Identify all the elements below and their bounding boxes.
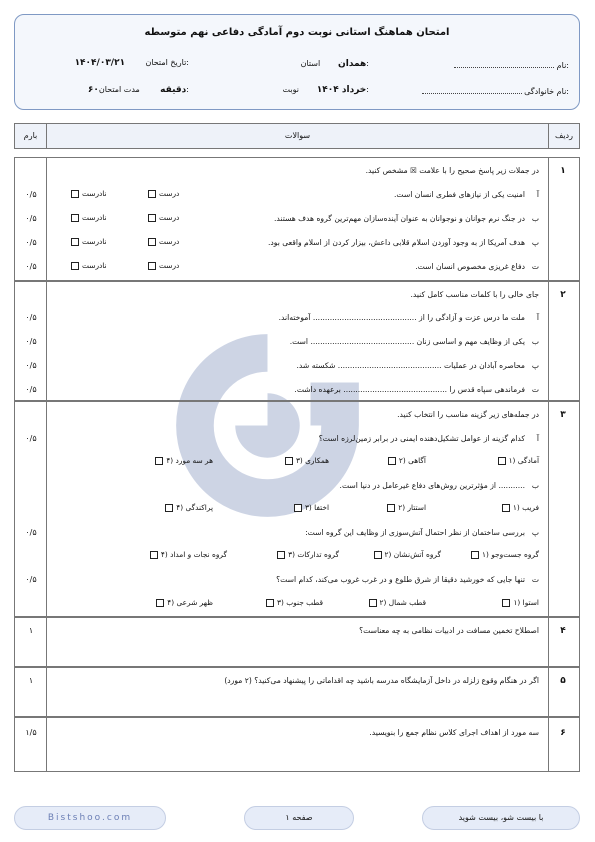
item-score: ۰/۵	[25, 385, 37, 394]
question-6	[14, 717, 580, 772]
question-prompt: در جمله‌های زیر گزینه مناسب را انتخاب کنید.	[397, 410, 539, 419]
item-score: ۰/۵	[25, 528, 37, 537]
checkbox[interactable]	[150, 551, 158, 559]
question-3	[14, 401, 580, 617]
false-option[interactable]	[71, 261, 107, 270]
true-option[interactable]	[148, 237, 179, 246]
fill-blank-item[interactable]: یکی از وظایف مهم و اساسی زنان ........................................... است.	[289, 337, 525, 346]
item-score: ۰/۵	[25, 361, 37, 370]
item-text: کدام گزینه از عوامل تشکیل‌دهنده ایمنی در برابر زمین‌لرزه است؟	[318, 434, 525, 443]
false-option[interactable]	[71, 213, 107, 222]
item-letter: آ	[536, 313, 539, 322]
name-label: نام:	[556, 61, 569, 70]
checkbox[interactable]	[277, 551, 285, 559]
question-2	[14, 281, 580, 401]
item-score: ۰/۵	[25, 214, 37, 223]
false-label: نادرست	[82, 261, 107, 270]
option-3[interactable]	[266, 598, 323, 607]
question-5	[14, 667, 580, 717]
item-text: ........... از مؤثرترین روش‌های دفاع غیرعامل در دنیا است.	[339, 481, 525, 490]
item-text-before: محاصره آبادان در عملیات	[444, 361, 525, 370]
item-letter: پ	[531, 361, 539, 370]
option-2[interactable]	[374, 550, 441, 559]
false-label: نادرست	[82, 237, 107, 246]
checkbox[interactable]	[148, 238, 156, 246]
fill-blank-item[interactable]: ملت ما درس عزت و آزادگی را از ........................................... آموخته‌اند.	[278, 313, 525, 322]
term-value: خرداد ۱۴۰۴	[316, 85, 367, 95]
checkbox[interactable]	[498, 457, 506, 465]
table-header	[14, 123, 580, 149]
true-label: درست	[159, 261, 180, 270]
option-2[interactable]	[387, 503, 426, 512]
question-number: ۶	[560, 728, 566, 738]
option-label: ۱) فریب	[512, 503, 539, 512]
option-4[interactable]	[155, 456, 213, 465]
item-score: ۰/۵	[25, 313, 37, 322]
item-letter: پ	[531, 528, 539, 537]
option-label: ۴) هر سه مورد	[166, 456, 213, 465]
item-score: ۰/۵	[25, 575, 37, 584]
exam-date-cell	[75, 58, 189, 68]
question-prompt: در جملات زیر پاسخ صحیح را با علامت ☒ مشخص کنید.	[365, 166, 539, 175]
checkbox[interactable]	[388, 457, 396, 465]
false-label: نادرست	[82, 189, 107, 198]
item-text: در جنگ نرم جوانان و نوجوانان به عنوان آینده‌سازان مهم‌ترین گروه هدف هستند.	[274, 214, 525, 223]
checkbox[interactable]	[502, 599, 510, 607]
item-letter: ب	[531, 481, 539, 490]
false-label: نادرست	[82, 213, 107, 222]
question-prompt: اگر در هنگام وقوع زلزله در داخل آزمایشگاه مدرسه باشید چه اقداماتی را پیشنهاد می‌کنید؟ (۲ مورد)	[224, 676, 539, 685]
question-prompt: اصطلاح تخمین مسافت در ادبیات نظامی به چه معناست؟	[359, 626, 539, 635]
true-label: درست	[159, 213, 180, 222]
option-label: ۲) قطب شمال	[379, 598, 426, 607]
option-label: ۳) همکاری	[295, 456, 329, 465]
province-value: همدان	[338, 59, 367, 69]
true-option[interactable]	[148, 189, 179, 198]
item-score: ۰/۵	[25, 262, 37, 271]
true-option[interactable]	[148, 261, 179, 270]
question-number: ۴	[560, 626, 566, 636]
checkbox[interactable]	[266, 599, 274, 607]
family-label: نام خانوادگی:	[524, 87, 569, 96]
item-text: تنها جایی که خورشید دقیقا از شرق طلوع و در غرب غروب می‌کند، کدام است؟	[276, 575, 525, 584]
option-1[interactable]	[498, 456, 539, 465]
checkbox[interactable]	[71, 238, 79, 246]
checkbox[interactable]	[71, 214, 79, 222]
footer-page-number: صفحه ۱	[244, 806, 354, 830]
option-1[interactable]	[471, 550, 539, 559]
checkbox[interactable]	[369, 599, 377, 607]
item-letter: آ	[536, 190, 539, 199]
item-text-before: یکی از وظایف مهم و اساسی زنان	[416, 337, 525, 346]
checkbox[interactable]	[156, 599, 164, 607]
item-text-before: ملت ما درس عزت و آزادگی را از	[419, 313, 525, 322]
item-letter: پ	[531, 238, 539, 247]
exam-date-label: تاریخ امتحان:	[145, 58, 189, 67]
item-score: ۰/۵	[25, 337, 37, 346]
option-3[interactable]	[277, 550, 339, 559]
option-label: ۳) اختفا	[304, 503, 329, 512]
term-label: نوبت:	[282, 85, 369, 94]
true-label: درست	[159, 189, 180, 198]
checkbox[interactable]	[148, 190, 156, 198]
option-2[interactable]	[388, 456, 426, 465]
option-label: ۱) گروه جست‌وجو	[482, 550, 539, 559]
province-label: استان:	[300, 59, 369, 68]
question-score: ۱	[28, 626, 34, 635]
footer-brand[interactable]: Bistshoo.com	[14, 806, 166, 830]
item-text: دفاع غریزی مخصوص انسان است.	[415, 262, 525, 271]
question-prompt: جای خالی را با کلمات مناسب کامل کنید.	[410, 290, 539, 299]
col-row: ردیف	[555, 131, 573, 140]
option-4[interactable]	[165, 503, 213, 512]
checkbox[interactable]	[155, 457, 163, 465]
checkbox[interactable]	[387, 504, 395, 512]
col-score: بارم	[23, 131, 38, 140]
option-3[interactable]	[294, 503, 329, 512]
question-score: ۱	[28, 676, 34, 685]
item-text: هدف آمریکا از به وجود آوردن اسلام قلابی داعش، بیزار کردن از اسلام واقعی بود.	[268, 238, 525, 247]
item-letter: ب	[531, 337, 539, 346]
option-label: ۱) آمادگی	[508, 456, 539, 465]
question-score: ۱/۵	[25, 728, 37, 737]
option-label: ۴) ظهر شرعی	[167, 598, 213, 607]
checkbox[interactable]	[148, 214, 156, 222]
checkbox[interactable]	[71, 262, 79, 270]
question-number: ۲	[560, 290, 566, 300]
option-label: ۲) گروه آتش‌نشان	[384, 550, 441, 559]
option-label: ۱) استوا	[513, 598, 539, 607]
exam-title: امتحان هماهنگ استانی نوبت دوم آمادگی دفاعی نهم متوسطه	[144, 27, 450, 38]
question-1	[14, 157, 580, 281]
item-text: بررسی ساختمان از نظر احتمال آتش‌سوزی از وظایف این گروه است:	[305, 528, 525, 537]
exam-header	[14, 14, 580, 110]
fill-blank-item[interactable]: محاصره آبادان در عملیات ........................................... شکسته شد.	[296, 361, 525, 370]
item-text-after: شکسته شد.	[296, 361, 336, 370]
option-label: ۲) استتار	[398, 503, 426, 512]
item-text: امنیت یکی از نیازهای فطری انسان است.	[394, 190, 525, 199]
item-letter: ت	[531, 385, 539, 394]
item-score: ۰/۵	[25, 238, 37, 247]
checkbox[interactable]	[502, 504, 510, 512]
item-text-before: فرماندهی سپاه قدس را	[449, 385, 525, 394]
true-label: درست	[159, 237, 180, 246]
item-letter: ب	[531, 214, 539, 223]
item-letter: آ	[536, 434, 539, 443]
option-1[interactable]	[502, 503, 539, 512]
name-field[interactable]	[454, 59, 569, 70]
item-text-after: برعهده داشت.	[294, 385, 341, 394]
question-prompt: سه مورد از اهداف اجرای کلاس نظام جمع را بنویسید.	[369, 728, 539, 737]
checkbox[interactable]	[165, 504, 173, 512]
duration-label: مدت امتحان:	[98, 85, 189, 94]
duration-value: ۶۰دقیقه	[87, 85, 187, 95]
term-cell	[283, 85, 370, 95]
checkbox[interactable]	[294, 504, 302, 512]
item-text-after: است.	[289, 337, 309, 346]
family-blank	[422, 85, 522, 94]
duration-cell	[88, 85, 189, 95]
checkbox[interactable]	[285, 457, 293, 465]
true-option[interactable]	[148, 213, 179, 222]
question-number: ۱	[560, 166, 566, 176]
col-questions: سوالات	[284, 131, 311, 140]
checkbox[interactable]	[471, 551, 479, 559]
option-label: ۴) پراکندگی	[176, 503, 213, 512]
checkbox[interactable]	[71, 190, 79, 198]
item-score: ۰/۵	[25, 190, 37, 199]
province-cell	[301, 59, 369, 69]
option-1[interactable]	[502, 598, 539, 607]
item-letter: ت	[531, 262, 539, 271]
item-letter: ت	[531, 575, 539, 584]
option-label: ۳) قطب جنوب	[277, 598, 323, 607]
checkbox[interactable]	[374, 551, 382, 559]
option-3[interactable]	[285, 456, 329, 465]
false-option[interactable]	[71, 237, 107, 246]
exam-date-value: ۱۴۰۴/۰۳/۲۱	[74, 58, 126, 68]
item-score: ۰/۵	[25, 434, 37, 443]
name-blank	[454, 59, 554, 68]
question-4	[14, 617, 580, 667]
footer-slogan: با بیست شو، بیست شوید	[422, 806, 580, 830]
fill-blank-item[interactable]: فرماندهی سپاه قدس را ........................................... برعهده داشت.	[294, 385, 525, 394]
option-4[interactable]	[156, 598, 213, 607]
item-text-after: آموخته‌اند.	[278, 313, 311, 322]
option-label: ۲) آگاهی	[398, 456, 426, 465]
checkbox[interactable]	[148, 262, 156, 270]
option-2[interactable]	[369, 598, 427, 607]
question-number: ۳	[560, 410, 566, 420]
option-label: ۳) گروه تدارکات	[288, 550, 339, 559]
option-label: ۴) گروه نجات و امداد	[160, 550, 227, 559]
option-4[interactable]	[150, 550, 227, 559]
question-number: ۵	[560, 676, 566, 686]
family-field[interactable]	[422, 85, 569, 96]
false-option[interactable]	[71, 189, 107, 198]
